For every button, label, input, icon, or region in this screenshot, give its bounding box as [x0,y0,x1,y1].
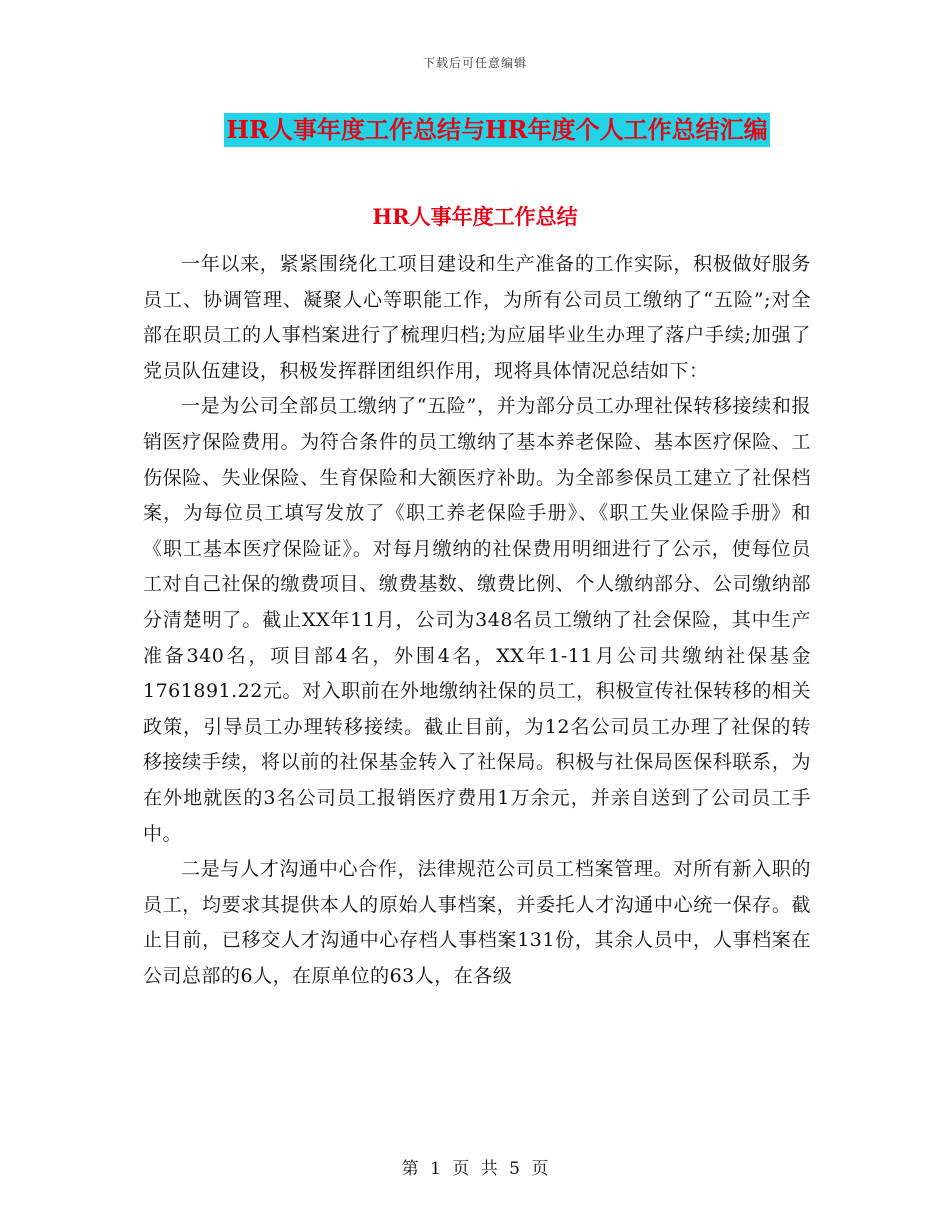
paragraph-3: 二是与人才沟通中心合作，法律规范公司员工档案管理。对所有新入职的员工，均要求其提供本人的原始人事档案，并委托人才沟通中心统一保存。截止目前，已移交人才沟通中心存档人事档案131份，其余人员中，人事档案在公司总部的6人，在原单位的63人，在各级 [143,858,811,987]
document-title-container [0,113,950,147]
header-note: 下载后可任意编辑 [422,56,527,70]
paragraph-1: 一年以来，紧紧围绕化工项目建设和生产准备的工作实际，积极做好服务员工、协调管理、凝聚人心等职能工作，为所有公司员工缴纳了“五险”;对全部在职员工的人事档案进行了梳理归档;为应届毕业生办理了落户手续;加强了党员队伍建设，积极发挥群团组织作用，现将具体情况总结如下： [143,253,811,382]
section-title: HR人事年度工作总结 [372,204,578,229]
page-footer: 第 1 页 共 5 页 [401,1159,549,1179]
paragraph-2: 一是为公司全部员工缴纳了“五险”，并为部分员工办理社保转移接续和报销医疗保险费用。为符合条件的员工缴纳了基本养老保险、基本医疗保险、工伤保险、失业保险、生育保险和大额医疗补助。为全部参保员工建立了社保档案，为每位员工填写发放了《职工养老保险手册》、《职工失业保险手册》和《职工基本医疗保险证》。对每月缴纳的社保费用明细进行了公示，使每位员工对自己社保的缴费项目、缴费基数、缴费比例、个人缴纳部分、公司缴纳部分清楚明了。截止XX年11月，公司为348名员工缴纳了社会保险，其中生产准备340名，项目部4名，外围4名，XX年1-11月公司共缴纳社保基金1761891.22元。对入职前在外地缴纳社保的员工，积极宣传社保转移的相关政策，引导员工办理转移接续。截止目前，为12名公司员工办理了社保的转移接续手续，将以前的社保基金转入了社保局。积极与社保局医保科联系，为在外地就医的3名公司员工报销医疗费用1万余元，并亲自送到了公司员工手中。 [143,395,811,845]
body-text [143,247,811,994]
document-title: HR人事年度工作总结与HR年度个人工作总结汇编 [224,113,769,147]
